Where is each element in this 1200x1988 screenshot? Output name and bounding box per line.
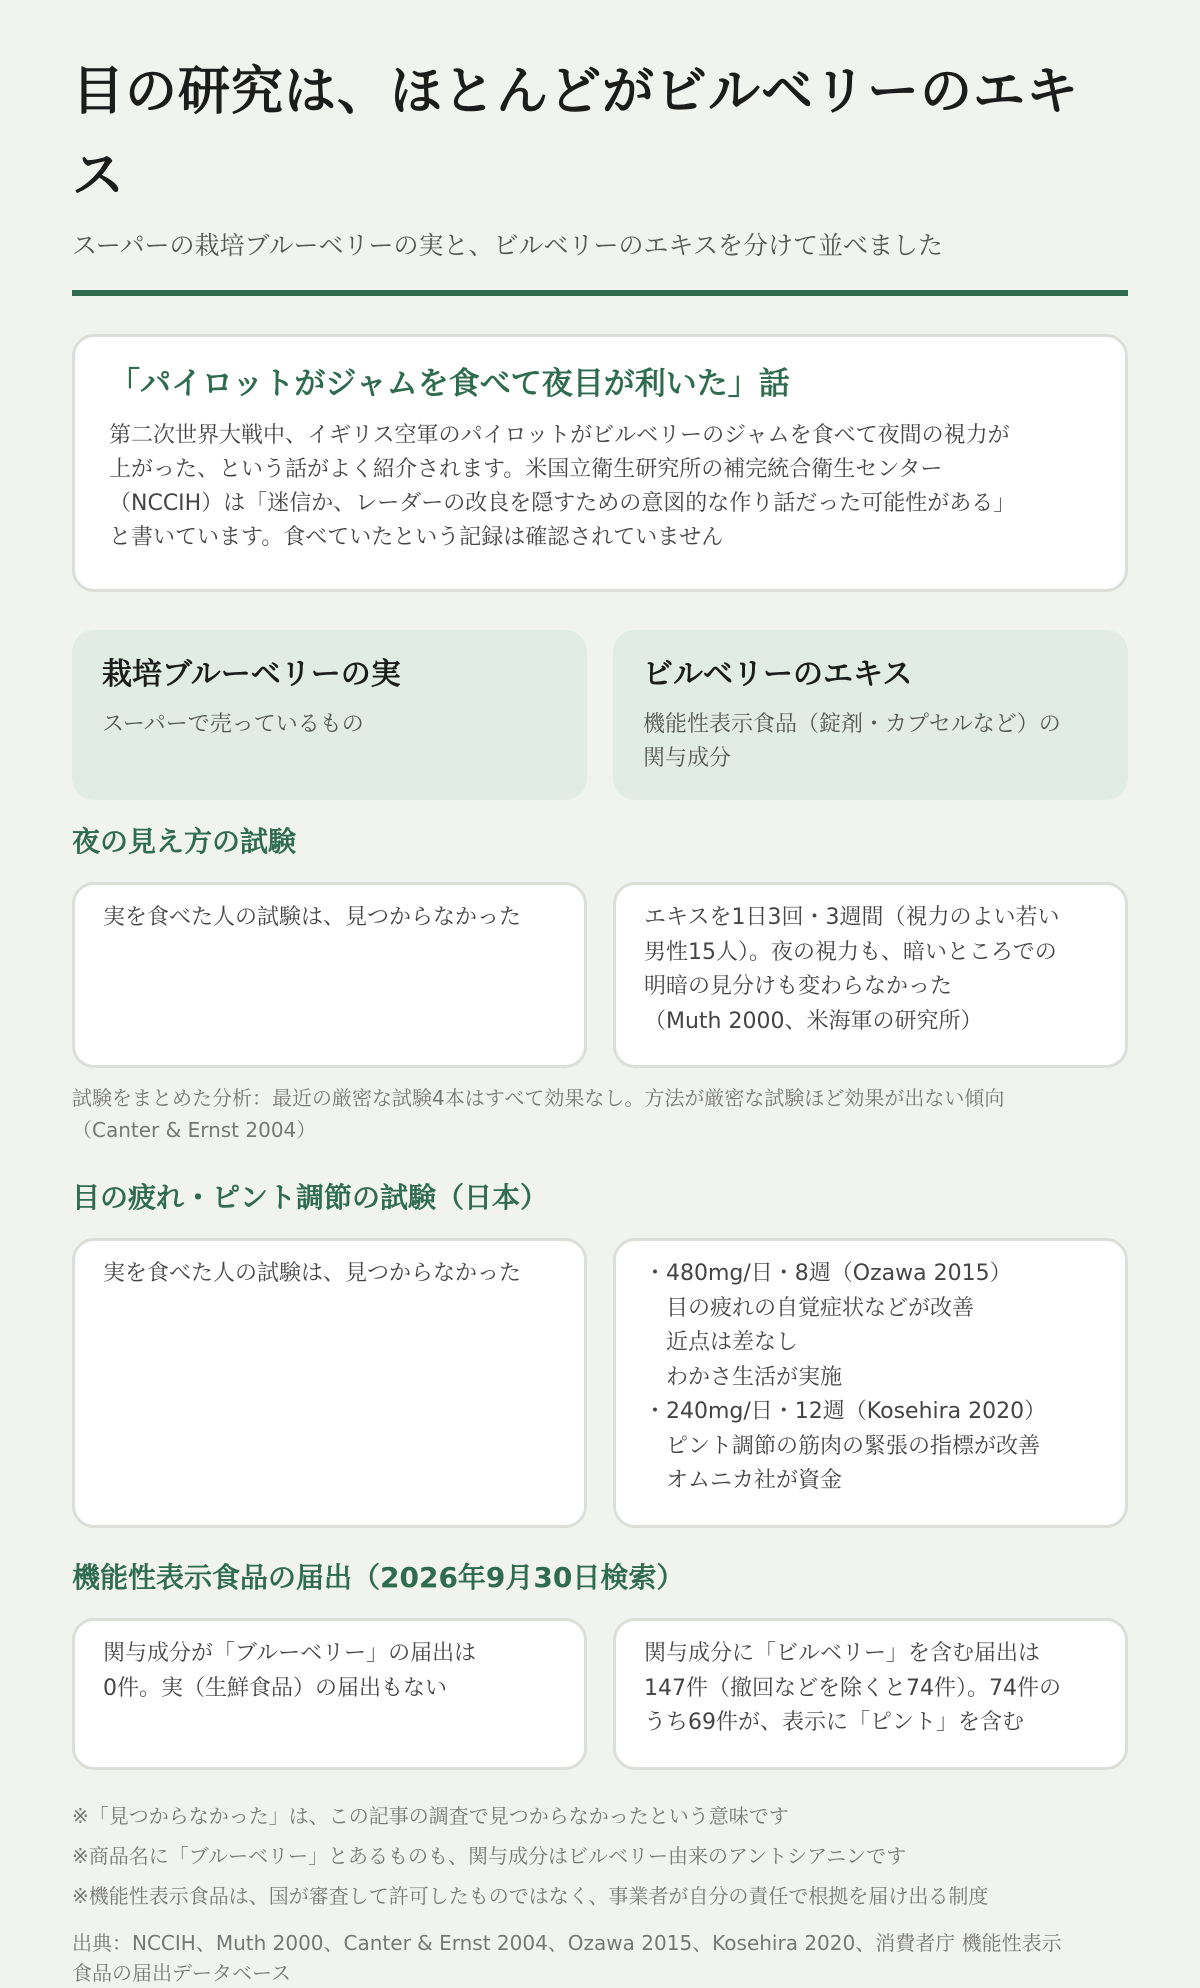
- footnote: ※「見つからなかった」は、この記事の調査で見つからなかったという意味です: [72, 1804, 789, 1828]
- study-detail: オムニカ社が資金: [666, 1468, 843, 1493]
- night-extract-line: （Muth 2000、米海軍の研究所）: [644, 1008, 983, 1034]
- source-line: 出典：NCCIH、Muth 2000、Canter & Ernst 2004、Ozawa 2015、Kosehira 2020、消費者庁 機能性表示: [72, 1931, 1062, 1955]
- story-title: 「パイロットがジャムを食べて夜目が利いた」話: [109, 366, 790, 402]
- story-line: （NCCIH）は「迷信か、レーダーの改良を隠すための意図的な作り話だった可能性がある」: [109, 491, 1016, 516]
- night-extract-cell: [613, 882, 1128, 1068]
- bullet-mark: ・: [644, 1261, 667, 1286]
- study-detail: 近点は差なし: [666, 1330, 799, 1355]
- study-head: 480mg/日・8週（Ozawa 2015）: [666, 1261, 1012, 1286]
- meta-analysis-line: 試験をまとめた分析：最近の厳密な試験4本はすべて効果なし。方法が厳密な試験ほど効果が出ない傾向: [72, 1086, 1005, 1110]
- filing-extract-cell: [613, 1618, 1128, 1770]
- header-fruit-title: 栽培ブルーベリーの実: [102, 657, 401, 692]
- eye-extract-cell: [613, 1238, 1128, 1528]
- column-headers: [72, 630, 1128, 800]
- study-detail: ピント調節の筋肉の緊張の指標が改善: [666, 1433, 1041, 1459]
- header-fruit-line: スーパーで売っているもの: [102, 712, 364, 737]
- header-fruit: [72, 630, 587, 800]
- section-filing-row: [72, 1618, 1128, 1770]
- section-night-row: [72, 882, 1128, 1068]
- section-filing-title: 機能性表示食品の届出（2026年9月30日検索）: [72, 1561, 685, 1594]
- page-subtitle: スーパーの栽培ブルーベリーの実と、ビルベリーのエキスを分けて並べました: [72, 231, 944, 260]
- eye-fruit-cell: [72, 1238, 587, 1528]
- section-eye-row: [72, 1238, 1128, 1528]
- filing-extract-line: 関与成分に「ビルベリー」を含む届出は: [644, 1641, 1041, 1666]
- header-extract: [613, 630, 1128, 800]
- footnotes: [72, 1796, 1128, 1916]
- story-card: [72, 334, 1128, 592]
- night-extract-line: 明暗の見分けも変わらなかった: [644, 974, 953, 999]
- page-title: 目の研究は、ほとんどがビルベリーのエキス: [72, 62, 1080, 206]
- section-night-title: 夜の見え方の試験: [72, 825, 297, 858]
- story-line: 上がった、という話がよく紹介されます。米国立衛生研究所の補完統合衛生センター: [109, 457, 943, 482]
- filing-extract-line: 147件（撤回などを除くと74件）。74件の: [644, 1675, 1061, 1701]
- footnote: ※機能性表示食品は、国が審査して許可したものではなく、事業者が自分の責任で根拠を届け出る制度: [72, 1884, 989, 1908]
- header-extract-line: 関与成分: [643, 746, 732, 771]
- title-divider: [72, 290, 1128, 296]
- night-fruit-line: 実を食べた人の試験は、見つからなかった: [103, 905, 522, 930]
- study-bullet: [644, 1395, 1097, 1430]
- meta-analysis-note: [72, 1082, 1128, 1146]
- meta-analysis-line: （Canter & Ernst 2004）: [72, 1118, 317, 1142]
- filing-fruit-cell: [72, 1618, 587, 1770]
- header-extract-line: 機能性表示食品（錠剤・カプセルなど）の: [643, 712, 1061, 737]
- footnote: ※商品名に「ブルーベリー」とあるものも、関与成分はビルベリー由来のアントシアニンです: [72, 1844, 907, 1868]
- header-fruit-desc: [102, 708, 557, 742]
- study-head: 240mg/日・12週（Kosehira 2020）: [666, 1399, 1047, 1424]
- source-citation: [72, 1928, 1128, 1988]
- story-line: 第二次世界大戦中、イギリス空軍のパイロットがビルベリーのジャムを食べて夜間の視力が: [109, 423, 1010, 448]
- header-extract-title: ビルベリーのエキス: [643, 657, 913, 692]
- section-eye-title: 目の疲れ・ピント調節の試験（日本）: [72, 1181, 549, 1214]
- night-extract-line: エキスを1日3回・3週間（視力のよい若い: [644, 905, 1060, 930]
- story-body: [109, 419, 1091, 555]
- header-extract-desc: [643, 708, 1098, 776]
- filing-extract-line: うち69件が、表示に「ピント」を含む: [644, 1710, 1024, 1735]
- story-line: と書いています。食べていたという記録は確認されていません: [109, 525, 724, 550]
- study-detail: わかさ生活が実施: [666, 1364, 843, 1390]
- night-extract-line: 男性15人）。夜の視力も、暗いところでの: [644, 939, 1057, 965]
- bullet-mark: ・: [644, 1399, 667, 1424]
- filing-fruit-line: 関与成分が「ブルーベリー」の届出は: [103, 1641, 477, 1666]
- source-line: 食品の届出データベース: [72, 1961, 291, 1985]
- study-detail: 目の疲れの自覚症状などが改善: [666, 1295, 975, 1321]
- night-fruit-cell: [72, 882, 587, 1068]
- eye-fruit-line: 実を食べた人の試験は、見つからなかった: [103, 1261, 522, 1286]
- study-bullet: [644, 1257, 1097, 1292]
- filing-fruit-line: 0件。実（生鮮食品）の届出もない: [103, 1675, 447, 1701]
